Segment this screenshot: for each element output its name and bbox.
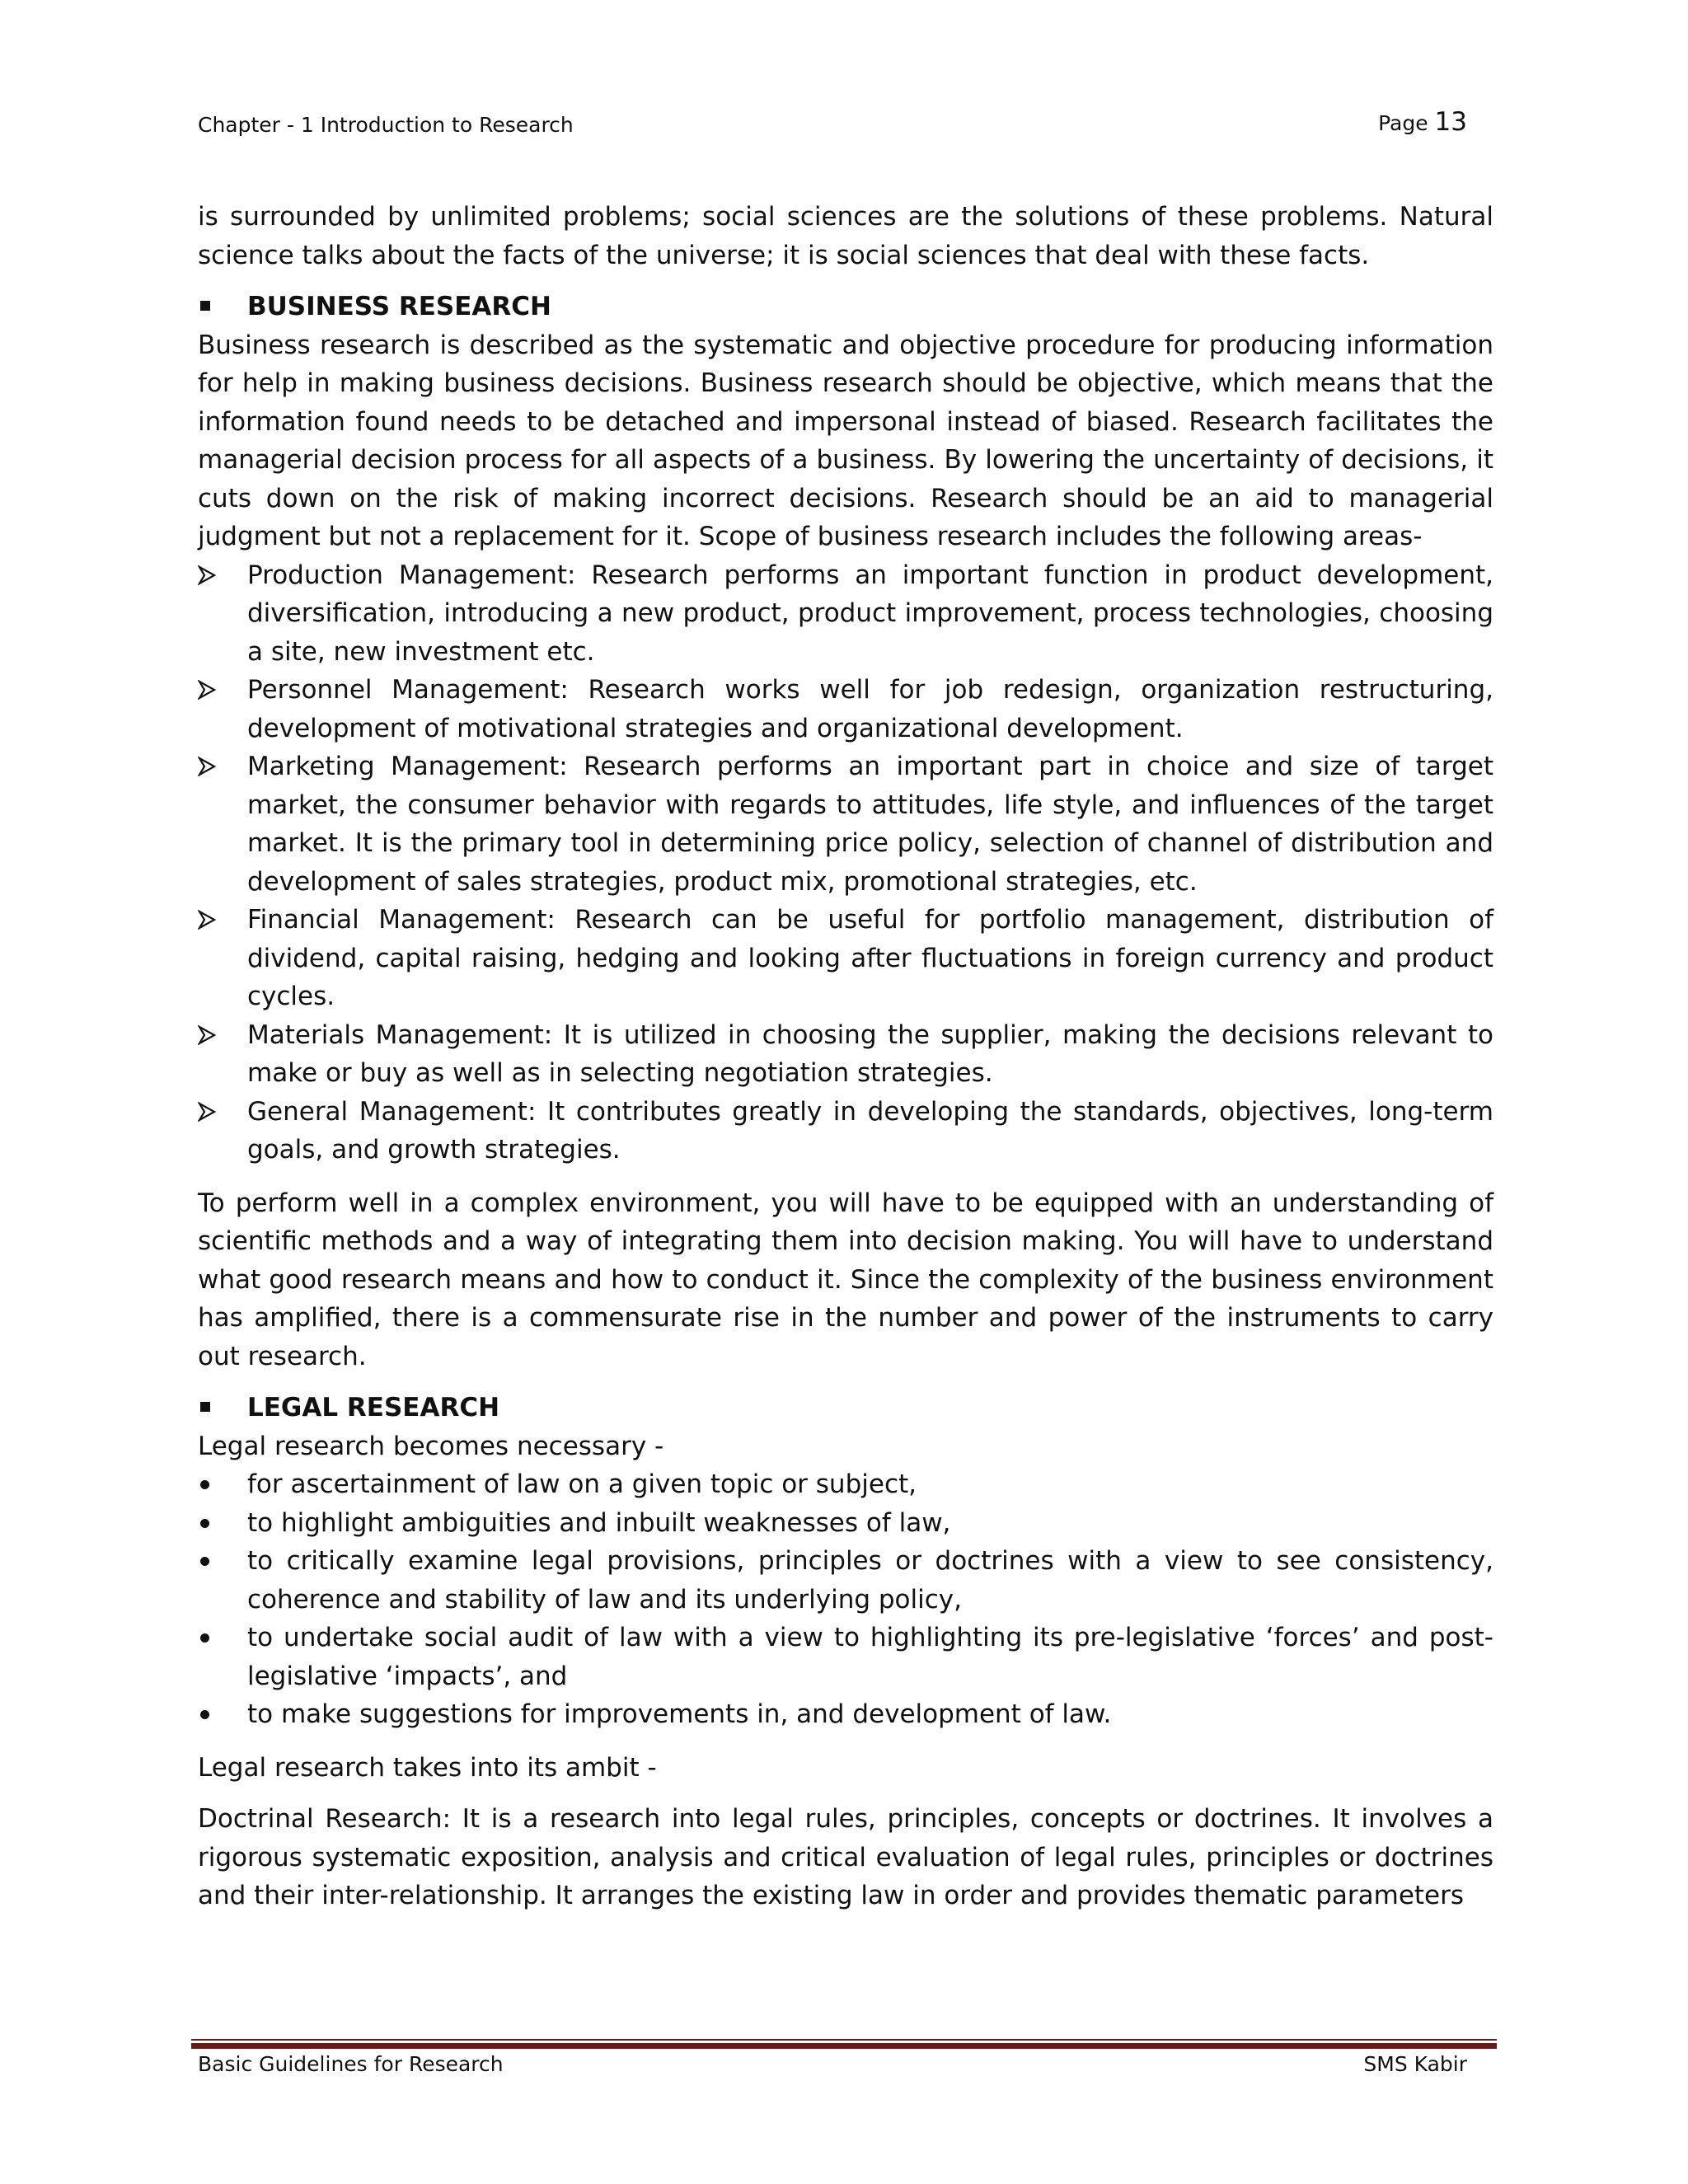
arrowhead-bullet-icon: [198, 757, 216, 776]
business-heading-text: BUSINESS RESEARCH: [247, 292, 551, 321]
bullet-dot-icon: [200, 1710, 209, 1719]
intro-paragraph: is surrounded by unlimited problems; social sciences are the solutions of these problems. Natural science talks about the facts of the universe; it is social sciences that deal with these facts.: [198, 202, 1493, 270]
business-research-heading: [198, 288, 1493, 326]
bullet-dot-icon: [200, 1480, 209, 1489]
square-bullet-icon: [200, 301, 210, 311]
bullet-dot-icon: [200, 1557, 209, 1566]
legal-intro: Legal research becomes necessary -: [198, 1431, 664, 1461]
page-number: [1378, 107, 1467, 137]
list-item: [198, 1695, 1493, 1734]
page-number-value: 13: [1434, 107, 1467, 137]
page-header: [198, 105, 1490, 142]
arrowhead-bullet-icon: [198, 1025, 216, 1045]
legal-needs-list: [198, 1465, 1493, 1734]
arrowhead-bullet-icon: [198, 565, 216, 585]
list-item-text: General Management: It contributes greatly in developing the standards, objectives, long-term goals, and growth strategies.: [247, 1096, 1493, 1165]
business-research-paragraph: Business research is described as the systematic and objective procedure for producing information for help in making business decisions. Business research should be objective, which means that the information found needs to be detached and impersonal instead of biased. Research facilitates the managerial decision process for all aspects of a business. By lowering the uncertainty of decisions, it cuts down on the risk of making incorrect decisions. Research should be an aid to managerial judgment but not a replacement for it. Scope of business research includes the following areas-: [198, 330, 1493, 551]
bullet-dot-icon: [200, 1633, 209, 1643]
list-item-text: Personnel Management: Research works well for job redesign, organization restructuring, development of motivational strategies and organizational development.: [247, 675, 1493, 743]
list-item-text: Materials Management: It is utilized in choosing the supplier, making the decisions relevant to make or buy as well as in selecting negotiation strategies.: [247, 1019, 1493, 1088]
list-item: [198, 671, 1493, 748]
doctrinal-research-paragraph: Doctrinal Research: It is a research into legal rules, principles, concepts or doctrines. It involves a rigorous systematic exposition, analysis and critical evaluation of legal rules, principles or doctrines and their inter-relationship. It arranges the existing law in order and provides thematic parameters: [198, 1804, 1493, 1910]
list-item-text: to critically examine legal provisions, principles or doctrines with a view to see consistency, coherence and stability of law and its underlying policy,: [247, 1546, 1493, 1615]
chapter-title: Chapter - 1 Introduction to Research: [198, 113, 574, 137]
list-item-text: for ascertainment of law on a given topic or subject,: [247, 1469, 917, 1499]
arrowhead-bullet-icon: [198, 1102, 216, 1122]
list-item-text: to highlight ambiguities and inbuilt weaknesses of law,: [247, 1507, 951, 1538]
legal-ambit-intro: Legal research takes into its ambit -: [198, 1752, 657, 1783]
list-item-text: Marketing Management: Research performs an important part in choice and size of target market, the consumer behavior with regards to attitudes, life style, and influences of the target market. It is the primary tool in determining price policy, selection of channel of distribution and development of sales strategies, product mix, promotional strategies, etc.: [247, 752, 1493, 897]
list-item: [198, 1542, 1493, 1619]
list-item-text: to undertake social audit of law with a view to highlighting its pre-legislative ‘forces’ and post-legislative ‘impacts’, and: [247, 1623, 1493, 1691]
list-item-text: Financial Management: Research can be useful for portfolio management, distribution of dividend, capital raising, hedging and looking after fluctuations in foreign currency and product cycles.: [247, 905, 1493, 1011]
footer-rule-thin: [191, 2039, 1497, 2041]
bullet-dot-icon: [200, 1519, 209, 1528]
legal-research-heading: [198, 1389, 1493, 1427]
page-label: Page: [1378, 111, 1428, 135]
square-bullet-icon: [200, 1402, 210, 1412]
list-item: [198, 1465, 1493, 1504]
footer-book-title: Basic Guidelines for Research: [198, 2052, 504, 2076]
business-closing-paragraph: To perform well in a complex environment, you will have to be equipped with an understanding of scientific methods and a way of integrating them into decision making. You will have to understand what good research means and how to conduct it. Since the complexity of the business environment has amplified, there is a commensurate rise in the number and power of the instruments to carry out research.: [198, 1188, 1493, 1371]
list-item-text: Production Management: Research performs an important function in product development, diversification, introducing a new product, product improvement, process technologies, choosing a site, new investment etc.: [247, 560, 1493, 667]
list-item: [198, 901, 1493, 1016]
legal-heading-text: LEGAL RESEARCH: [247, 1393, 500, 1422]
arrowhead-bullet-icon: [198, 680, 216, 700]
footer-divider: [191, 2039, 1497, 2049]
list-item-text: to make suggestions for improvements in, and development of law.: [247, 1699, 1112, 1729]
list-item: [198, 1093, 1493, 1169]
list-item: [198, 1619, 1493, 1695]
list-item: [198, 556, 1493, 672]
list-item: [198, 1504, 1493, 1543]
list-item: [198, 1016, 1493, 1093]
footer-rule-thick: [191, 2043, 1497, 2049]
arrowhead-bullet-icon: [198, 910, 216, 930]
list-item: [198, 748, 1493, 901]
footer-author: SMS Kabir: [1363, 2052, 1467, 2076]
page-body: [198, 198, 1493, 1915]
business-areas-list: [198, 556, 1493, 1169]
